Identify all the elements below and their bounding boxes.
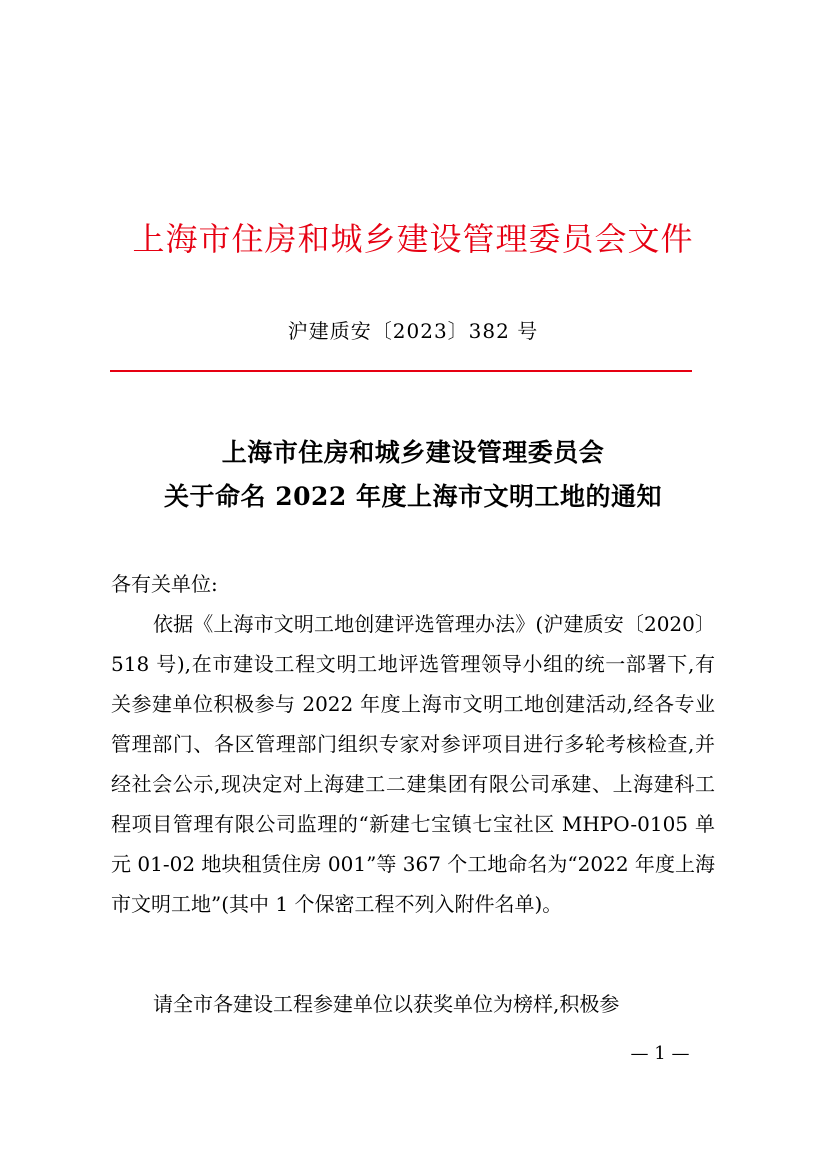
page-number: — 1 — [630, 1043, 690, 1064]
body-paragraph-2: 请全市各建设工程参建单位以获奖单位为榜样,积极参 [153, 992, 620, 1016]
issuer-header: 上海市住房和城乡建设管理委员会文件 [132, 220, 694, 258]
salutation: 各有关单位: [111, 572, 218, 596]
title-line-1: 上海市住房和城乡建设管理委员会 [221, 438, 605, 467]
red-divider-line [110, 370, 692, 372]
body-paragraph-1: 依据《上海市文明工地创建评选管理办法》(沪建质安〔2020〕518 号),在市建设工程文明工地评选管理领导小组的统一部署下,有关参建单位积极参与 2022 年度上海市文明工地创建活动,经各专业管理部门、各区管理部门组织专家对参评项目进行多轮考核检查,并经社会公示,现决定对上海建工二建集团有限公司承建、上海建科工程项目管理有限公司监理的“新建七宝镇七宝社区 MHPO-0105 单元 01-02 地块租赁住房 001”等 367 个工地命名为“2022 年度上海市文明工地”(其中 1 个保密工程不列入附件名单)。 [111, 612, 715, 916]
title-line-2: 关于命名 2022 年度上海市文明工地的通知 [164, 482, 662, 511]
document-number: 沪建质安〔2023〕382 号 [287, 319, 539, 343]
